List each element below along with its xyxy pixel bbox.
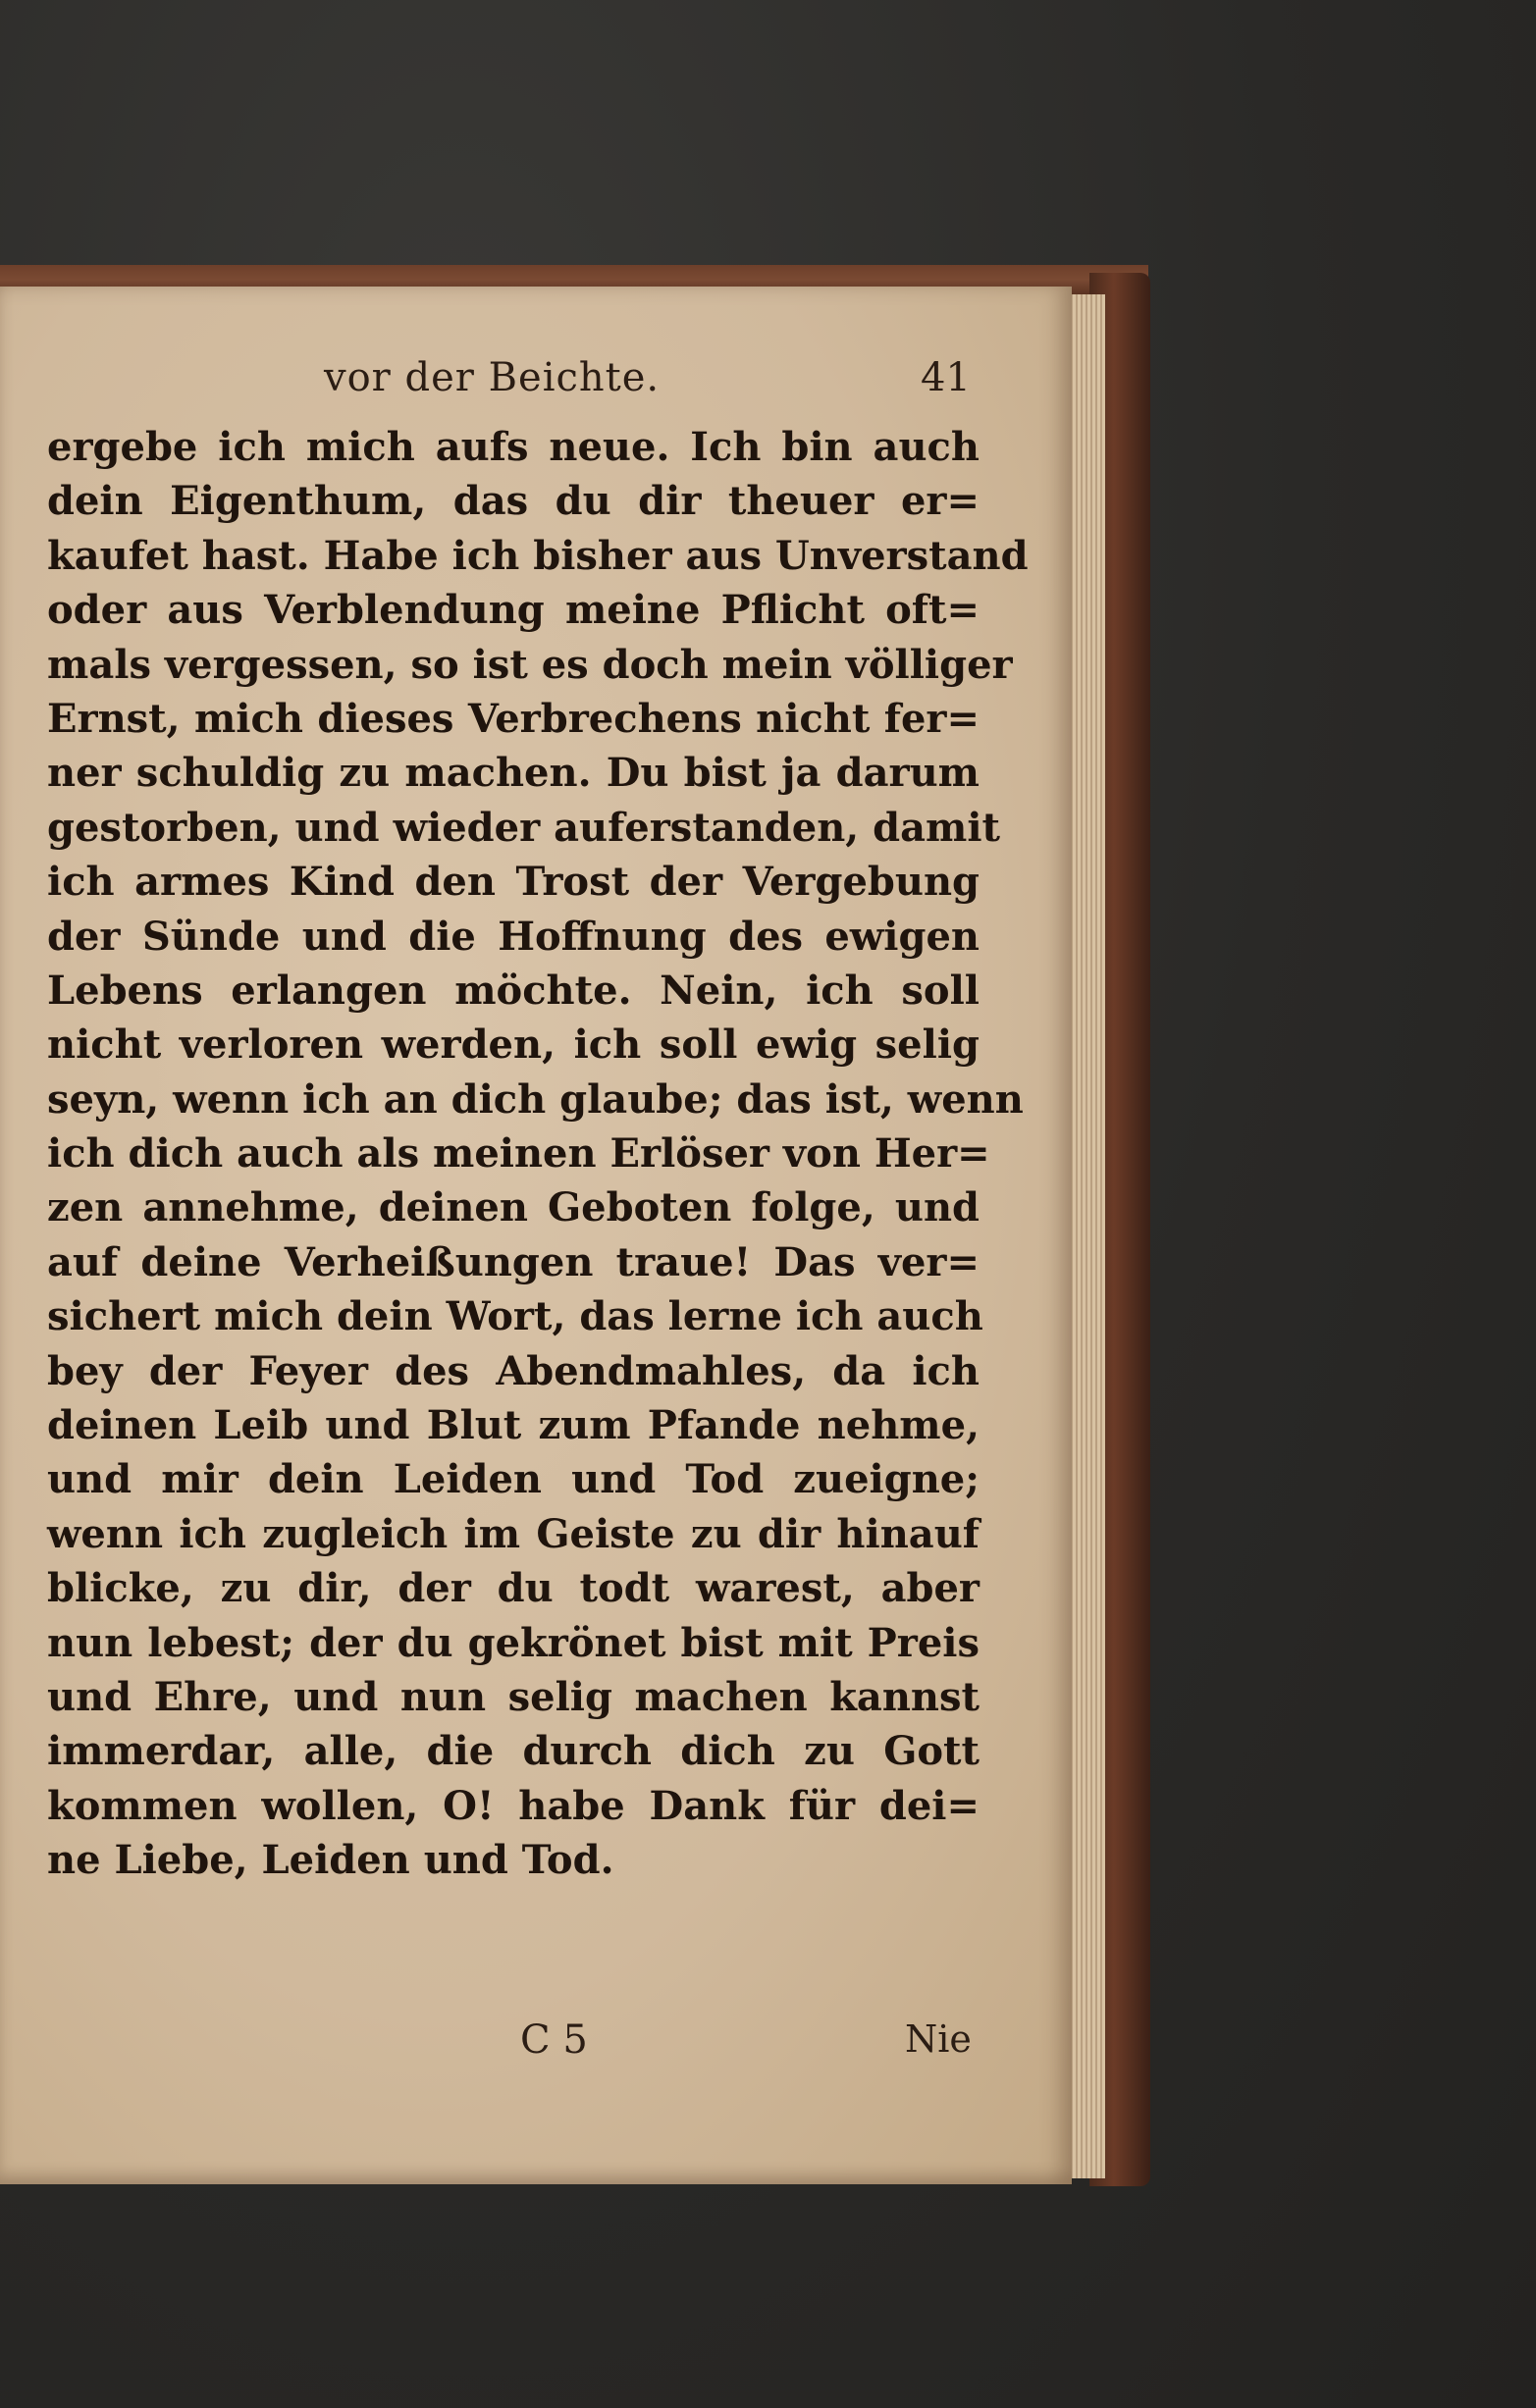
text-line: zen annehme, deinen Geboten folge, und [47, 1184, 980, 1231]
text-line: und mir dein Leiden und Tod zueigne; [47, 1456, 980, 1503]
text-line: sichert mich dein Wort, das lerne ich auch [47, 1293, 983, 1340]
text-line: ergebe ich mich aufs neue. Ich bin auch [47, 424, 980, 470]
text-line: immerdar, alle, die durch dich zu Gott [47, 1728, 980, 1775]
text-line: kommen wollen, O! habe Dank für dei= [47, 1782, 980, 1829]
text-line: ich armes Kind den Trost der Vergebung [47, 859, 980, 906]
catchword: Nie [905, 2017, 972, 2061]
text-line: blicke, zu dir, der du todt warest, aber [47, 1565, 980, 1612]
text-line: seyn, wenn ich an dich glaube; das ist, wenn [47, 1075, 1024, 1123]
text-line: Ernst, mich dieses Verbrechens nicht fer= [47, 695, 980, 742]
text-line: ich dich auch als meinen Erlöser von Her= [47, 1130, 990, 1178]
text-line: Lebens erlangen möchte. Nein, ich soll [47, 967, 980, 1014]
text-line: dein Eigenthum, das du dir theuer er= [47, 478, 980, 525]
text-line: gestorben, und wieder auferstanden, damit [47, 804, 1001, 851]
text-line: deinen Leib und Blut zum Pfande nehme, [47, 1402, 980, 1449]
signature-mark: C 5 [520, 2017, 588, 2063]
body-text [47, 420, 1029, 1888]
text-line: mals vergessen, so ist es doch mein völliger [47, 641, 1013, 688]
text-line: oder aus Verblendung meine Pflicht oft= [47, 587, 980, 634]
text-line: ne Liebe, Leiden und Tod. [47, 1837, 614, 1884]
text-line: und Ehre, und nun selig machen kannst [47, 1673, 980, 1720]
text-line: nun lebest; der du gekrönet bist mit Preis [47, 1619, 980, 1666]
page-number: 41 [921, 355, 971, 400]
text-line: der Sünde und die Hoffnung des ewigen [47, 913, 980, 960]
text-line: auf deine Verheißungen traue! Das ver= [47, 1238, 980, 1285]
text-line: bey der Feyer des Abendmahles, da ich [47, 1347, 980, 1394]
page-edges [1068, 294, 1105, 2178]
text-line: wenn ich zugleich im Geiste zu dir hinauf [47, 1510, 980, 1557]
text-line: nicht verloren werden, ich soll ewig selig [47, 1021, 980, 1069]
text-line: kaufet hast. Habe ich bisher aus Unverstand [47, 532, 1029, 579]
text-line: ner schuldig zu machen. Du bist ja darum [47, 750, 980, 797]
running-head: vor der Beichte. [324, 355, 661, 400]
